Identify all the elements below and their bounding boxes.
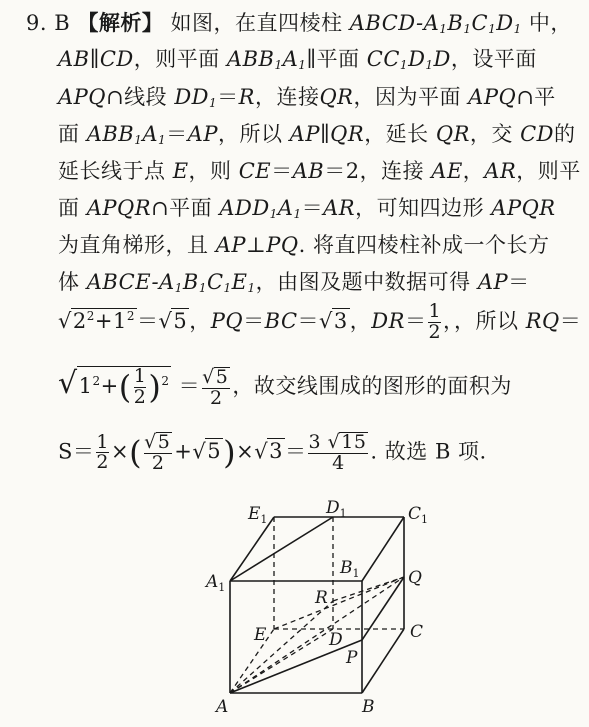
label-B: B: [362, 697, 375, 717]
label-C: C: [410, 622, 424, 642]
text: ，则平: [516, 159, 581, 183]
text: ，可知四边形: [355, 196, 485, 220]
text: ，则平面: [133, 47, 220, 71]
label-D: D: [329, 630, 343, 650]
svg-text:D1: $D_1$: [326, 498, 347, 520]
line-6: 面 APQR∩平面 $ADD_1A_1=AR$，可知四边形 APQR: [58, 196, 556, 221]
text: ，连接: [359, 159, 425, 183]
svg-text:E1: $E_1$: [248, 504, 268, 526]
label-Q: Q: [408, 568, 422, 588]
text: 延长线于点: [58, 159, 166, 183]
text: 的: [554, 122, 576, 146]
line-7: 为直角梯形，且 AP⊥PQ. 将直四棱柱补成一个长方: [58, 233, 550, 257]
svg-text:B1: $B_1$: [340, 558, 360, 580]
line-4: 面 $ABB_1A_1=AP$，所以 AP∥QR，延长 QR，交 CD的: [58, 122, 576, 147]
prism-figure: [190, 497, 450, 723]
svg-text:A1: $A_1$: [206, 572, 226, 594]
label-E1: E: [248, 504, 261, 524]
answer-letter: B: [54, 11, 71, 35]
label-D1: D: [326, 498, 340, 518]
label-R: R: [315, 588, 328, 608]
label-P: P: [346, 648, 358, 668]
text: . 将直四棱柱补成一个长方: [298, 233, 550, 257]
label-E: E: [254, 625, 267, 645]
text: ，所以: [217, 122, 283, 146]
svg-text:C1: $C_1$: [408, 504, 429, 526]
line-8: 体 ABCE-$A_1B_1C_1E_1$，由图及题中数据可得 AP＝: [58, 270, 530, 295]
problem-number: 9.: [26, 11, 48, 35]
line-5: 延长线于点 E，则 CE＝AB＝2，连接 AE，AR，则平: [58, 159, 581, 183]
analysis-label: 【解析】: [77, 10, 164, 35]
text: ，交: [469, 122, 513, 146]
label-B1: B: [340, 558, 353, 578]
label-A: A: [216, 697, 229, 717]
text: 面: [58, 196, 80, 220]
text: 线段: [124, 85, 168, 109]
text: 如图，在直四棱柱: [170, 11, 343, 35]
line-1: 9. B 【解析】 如图，在直四棱柱 ABCD-$A_1B_1C_1D_1$ 中，: [26, 10, 572, 36]
text: . 故选 B 项.: [370, 439, 487, 464]
text: ，设平面: [450, 47, 537, 71]
text: ，由图及题中数据可得: [255, 270, 471, 294]
text: ，因为平面: [353, 85, 461, 109]
text: 面: [58, 122, 80, 146]
text: 为直角梯形，且: [58, 233, 209, 257]
line-9: $√2^2+1^2=√5$，PQ＝BC＝√3，DR＝ $\frac{1}{2}$ ，，所以 RQ＝: [58, 300, 582, 343]
line-3: APQ∩线段 $DD_1=R$，连接QR，因为平面 APQ∩平: [58, 85, 556, 110]
prism-diagram: [190, 497, 450, 723]
label-C1: C: [408, 504, 422, 524]
text: 平面: [316, 47, 360, 71]
text: ，则: [188, 159, 232, 183]
text: 平面: [169, 196, 213, 220]
text: ，延长: [364, 122, 429, 146]
text: ，所以: [454, 308, 519, 333]
line-10: $√1^2+$( $\frac{1}{2}$ )$^2$ ＝ $\frac{√5}{2}$ ，故交线围成的图形的面积为: [58, 365, 512, 409]
text: ，故交线围成的图形的面积为: [232, 374, 512, 398]
text: 体: [58, 270, 80, 294]
line-11: S＝ $\frac{1}{2}$ ×( $\frac{√5}{2}$ +√5)×√3＝ $\frac{3 √15}{4}$ . 故选 B 项.: [58, 430, 487, 474]
text: ，连接: [254, 85, 320, 109]
line-2: AB∥CD，则平面 $ABB_1A_1\parallel$平面 $CC_1D_1D$，设平面: [58, 47, 537, 72]
label-A1: A: [206, 572, 219, 592]
